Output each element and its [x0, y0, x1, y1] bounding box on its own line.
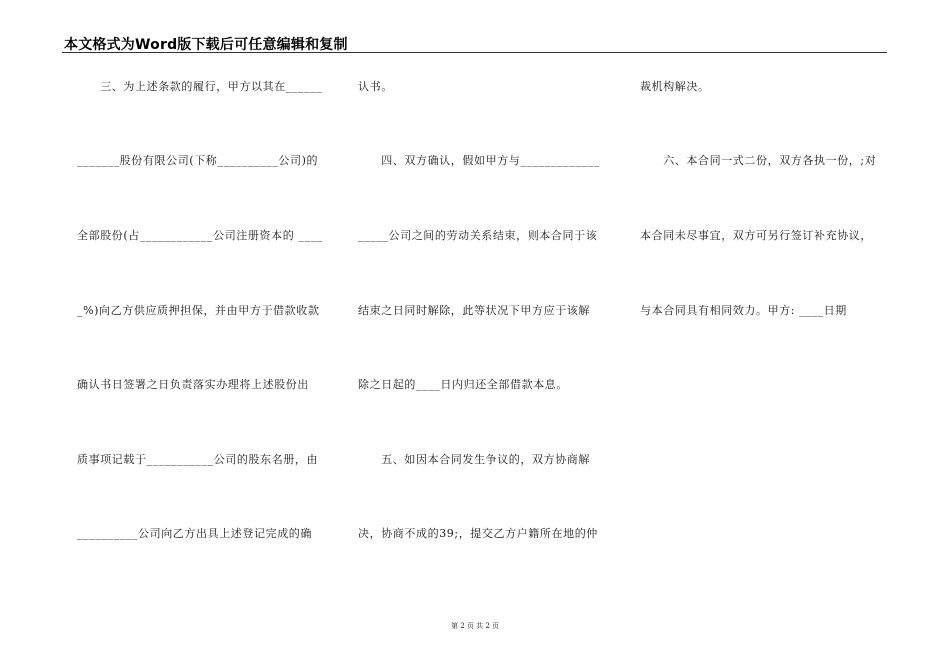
column-1-line-3: 全部股份(占____________公司注册资本的 ____	[77, 229, 323, 242]
column-1-line-1: 三、为上述条款的履行，甲方以其在______	[77, 80, 323, 93]
column-1-line-2: _______股份有限公司(下称__________公司)的	[77, 154, 319, 167]
column-1-line-4: _%)向乙方供应质押担保，并由甲方于借款收款	[77, 304, 320, 317]
column-3-line-4: 与本合同具有相同效力。甲方: ____日期	[640, 304, 847, 317]
column-2-line-3: _____公司之间的劳动关系结束，则本合同于该	[358, 229, 598, 242]
column-2-line-6: 五、如因本合同发生争议的，双方协商解	[358, 453, 590, 466]
column-2-line-1: 认书。	[358, 80, 393, 93]
column-2-line-4: 结束之日同时解除，此等状况下甲方应于该解	[358, 304, 590, 317]
header-divider	[62, 52, 887, 53]
column-1-line-6: 质事项记载于___________公司的股东名册，由	[77, 453, 319, 466]
column-2-line-2: 四、双方确认，假如甲方与_____________	[358, 154, 600, 167]
column-1-line-7: __________公司向乙方出具上述登记完成的确	[77, 527, 312, 540]
column-2-line-5: 除之日起的____日内归还全部借款本息。	[358, 378, 568, 391]
column-2-line-7: 决，协商不成的39;，提交乙方户籍所在地的仲	[358, 527, 598, 540]
document-header-title: 本文格式为Word版下载后可任意编辑和复制	[64, 37, 348, 53]
column-3-line-3: 本合同未尽事宜，双方可另行签订补充协议，	[640, 229, 872, 242]
column-3-line-2: 六、本合同一式二份，双方各执一份，;对	[640, 154, 877, 167]
page-number-footer: 第 2 页 共 2 页	[450, 622, 500, 630]
column-1-line-5: 确认书日签署之日负责落实办理将上述股份出	[77, 378, 309, 391]
column-3-line-1: 裁机构解决。	[640, 80, 710, 93]
